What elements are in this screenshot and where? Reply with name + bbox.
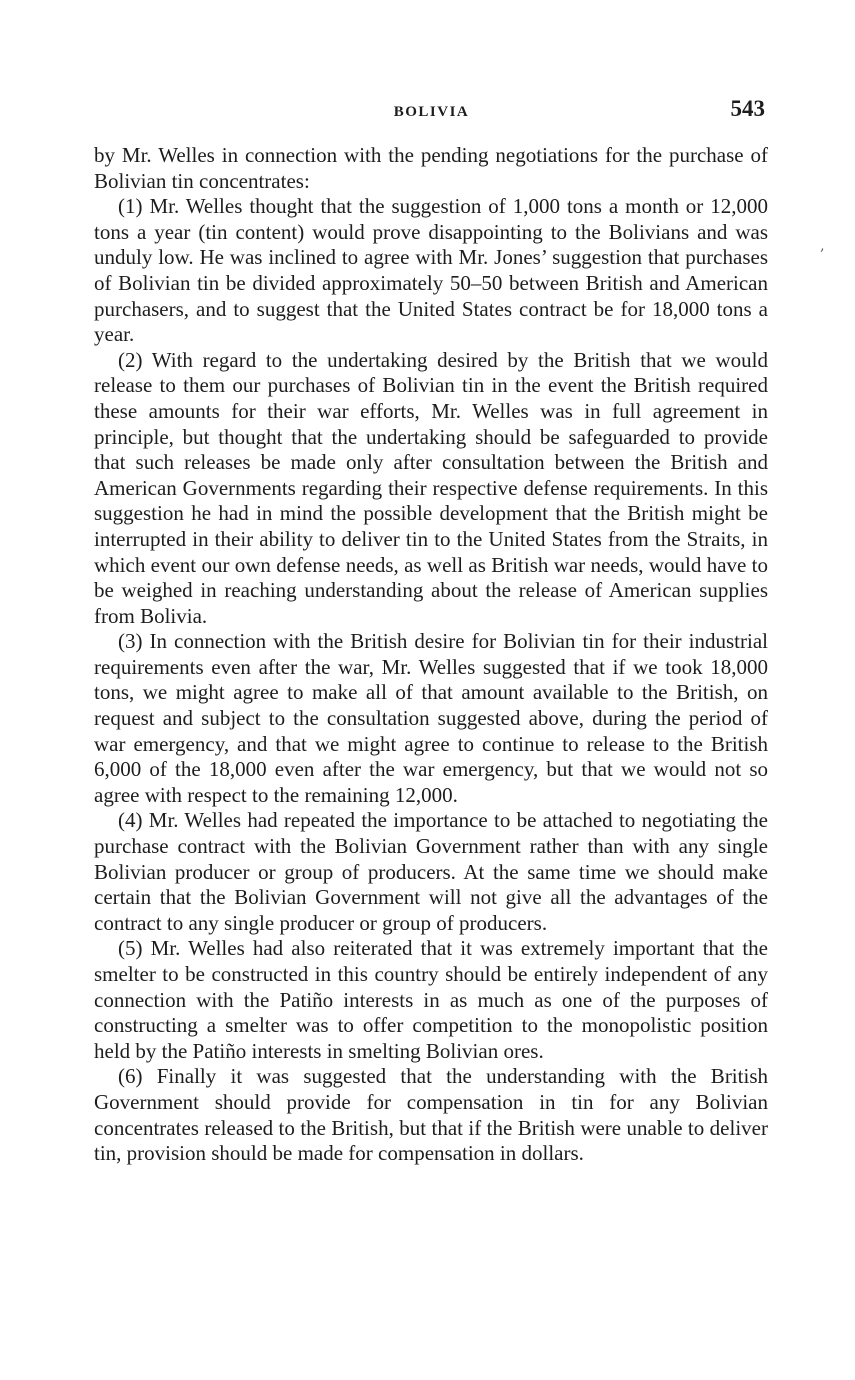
page-number: 543 — [730, 96, 765, 121]
paragraph-item-5: (5) Mr. Welles had also reiterated that it was extremely important that the smelter to be constructed in this country should be entirely independent of any connection with the Patiño interests in as much as one of the purposes of constructing a smelter was to offer competition to the monopolistic position held by the Patiño interests in smelting Bolivian ores. — [94, 936, 768, 1063]
paragraph-item-4: (4) Mr. Welles had repeated the importance to be attached to negotiating the purchase contract with the Bolivian Government rather than with any single Bolivian producer or group of producers. At the same time we should make certain that the Bolivian Government will not give all the advantages of the contract to any single producer or group of producers. — [94, 808, 768, 935]
paragraph-item-1: (1) Mr. Welles thought that the suggestion of 1,000 tons a month or 12,000 tons a year (tin content) would prove disappointing to the Bolivians and was unduly low. He was inclined to agree with Mr. Jones’ suggestion that purchases of Bolivian tin be divided approximately 50–50 between British and American purchasers, and to suggest that the United States contract be for 18,000 tons a year. — [94, 194, 768, 347]
paragraph-continuation: by Mr. Welles in connection with the pending negotiations for the purchase of Bolivian tin concentrates: — [94, 143, 768, 193]
paragraph-item-2: (2) With regard to the undertaking desired by the British that we would release to them our purchases of Bolivian tin in the event the British required these amounts for their war efforts, Mr. Welles was in full agreement in principle, but thought that the undertaking should be safeguarded to provide that such releases be made only after consultation between the British and American Governments regarding their respective defense requirements. In this suggestion he had in mind the possible development that the British might be interrupted in their ability to deliver tin to the United States from the Straits, in which event our own defense needs, as well as British war needs, would have to be weighed in reaching understanding about the release of American supplies from Bolivia. — [94, 347, 768, 628]
running-title: BOLIVIA — [393, 104, 470, 120]
body-text — [94, 143, 768, 1167]
paragraph-item-3: (3) In connection with the British desire for Bolivian tin for their industrial requirements even after the war, Mr. Welles suggested that if we took 18,000 tons, we might agree to make all of that amount available to the British, on request and subject to the consultation suggested above, during the period of war emergency, and that we might agree to continue to release to the British 6,000 of the 18,000 even after the war emergency, but that we would not so agree with respect to the remaining 12,000. — [94, 629, 768, 807]
paragraph-item-6: (6) Finally it was suggested that the understanding with the British Government should provide for compensation in tin for any Bolivian concentrates released to the British, but that if the British were unable to deliver tin, provision should be made for compensation in dollars. — [94, 1064, 768, 1166]
running-head — [98, 96, 765, 136]
margin-speck: ‚ — [820, 238, 825, 254]
